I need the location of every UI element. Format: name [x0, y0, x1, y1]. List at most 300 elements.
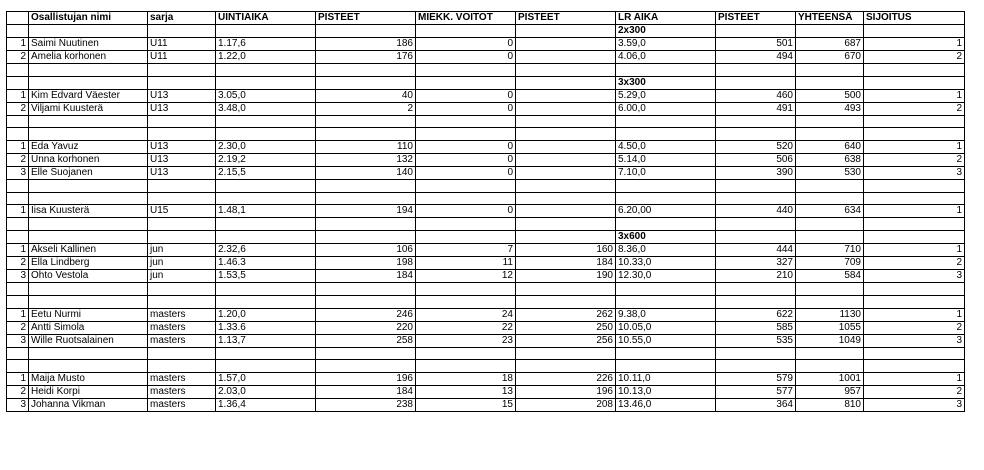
cell-series: U13	[148, 141, 216, 154]
cell-fencing-points: 250	[516, 321, 616, 334]
cell-fencing-wins: 0	[416, 141, 516, 154]
cell-ranking: 2	[864, 154, 965, 167]
table-row	[7, 154, 965, 167]
cell-series: jun	[148, 257, 216, 270]
cell-fencing-points: 196	[516, 385, 616, 398]
cell-swim-points: 196	[316, 372, 416, 385]
cell-total: 634	[796, 205, 864, 218]
cell-ranking: 2	[864, 385, 965, 398]
cell-name: Iisa Kuusterä	[29, 205, 148, 218]
cell-series: U13	[148, 167, 216, 180]
cell-lr-time	[616, 128, 716, 141]
cell-lr-time: 8.36,0	[616, 244, 716, 257]
blank-row	[7, 295, 965, 308]
cell-ranking	[864, 360, 965, 373]
cell-place	[7, 128, 29, 141]
cell-ranking: 1	[864, 244, 965, 257]
cell-fencing-wins: 24	[416, 308, 516, 321]
cell-place	[7, 218, 29, 231]
cell-swim-time: 1.36,4	[216, 398, 316, 411]
cell-place: 2	[7, 385, 29, 398]
cell-fencing-points	[516, 102, 616, 115]
cell-lr-time	[616, 192, 716, 205]
cell-swim-points	[316, 283, 416, 296]
cell-lr-time: 10.55,0	[616, 334, 716, 347]
cell-series: masters	[148, 308, 216, 321]
cell-fencing-points	[516, 167, 616, 180]
cell-lr-points	[716, 25, 796, 38]
cell-fencing-points: 184	[516, 257, 616, 270]
cell-fencing-wins	[416, 25, 516, 38]
cell-swim-time	[216, 360, 316, 373]
cell-swim-points: 238	[316, 398, 416, 411]
cell-total: 1130	[796, 308, 864, 321]
header-swim-time: UINTIAIKA	[216, 12, 316, 25]
cell-place: 1	[7, 308, 29, 321]
cell-swim-time: 1.20,0	[216, 308, 316, 321]
cell-fencing-points	[516, 89, 616, 102]
cell-swim-points: 194	[316, 205, 416, 218]
cell-ranking	[864, 128, 965, 141]
table-row	[7, 270, 965, 283]
cell-swim-time	[216, 231, 316, 244]
cell-name: Ohto Vestola	[29, 270, 148, 283]
cell-ranking	[864, 231, 965, 244]
cell-lr-points	[716, 64, 796, 77]
cell-total	[796, 192, 864, 205]
table-row	[7, 102, 965, 115]
header-total: YHTEENSÄ	[796, 12, 864, 25]
cell-place	[7, 192, 29, 205]
cell-ranking	[864, 115, 965, 128]
cell-lr-time: 13.46,0	[616, 398, 716, 411]
cell-series: masters	[148, 385, 216, 398]
cell-ranking	[864, 180, 965, 193]
table-row	[7, 321, 965, 334]
cell-name	[29, 360, 148, 373]
header-series: sarja	[148, 12, 216, 25]
cell-name	[29, 192, 148, 205]
cell-swim-time	[216, 128, 316, 141]
blank-row	[7, 283, 965, 296]
cell-fencing-wins: 18	[416, 372, 516, 385]
cell-fencing-points	[516, 347, 616, 360]
cell-swim-time: 2.30,0	[216, 141, 316, 154]
cell-name: Ella Lindberg	[29, 257, 148, 270]
header-lr-points: PISTEET	[716, 12, 796, 25]
cell-lr-points: 390	[716, 167, 796, 180]
cell-swim-time: 3.48,0	[216, 102, 316, 115]
cell-swim-points: 2	[316, 102, 416, 115]
blank-row	[7, 115, 965, 128]
blank-row	[7, 180, 965, 193]
cell-swim-points: 246	[316, 308, 416, 321]
cell-name: Kim Edvard Väester	[29, 89, 148, 102]
cell-ranking: 3	[864, 167, 965, 180]
table-row	[7, 167, 965, 180]
cell-lr-points: 327	[716, 257, 796, 270]
cell-swim-points	[316, 128, 416, 141]
cell-lr-points: 501	[716, 38, 796, 51]
cell-swim-points: 106	[316, 244, 416, 257]
cell-lr-time: 9.38,0	[616, 308, 716, 321]
cell-name: Maija Musto	[29, 372, 148, 385]
cell-fencing-points	[516, 192, 616, 205]
cell-name	[29, 64, 148, 77]
cell-swim-points	[316, 76, 416, 89]
header-place	[7, 12, 29, 25]
cell-fencing-points	[516, 76, 616, 89]
cell-lr-points	[716, 180, 796, 193]
cell-lr-time: 10.13,0	[616, 385, 716, 398]
section-label-row	[7, 231, 965, 244]
cell-series	[148, 115, 216, 128]
cell-swim-points: 198	[316, 257, 416, 270]
cell-ranking: 1	[864, 38, 965, 51]
cell-lr-points	[716, 295, 796, 308]
cell-place: 3	[7, 334, 29, 347]
cell-total	[796, 283, 864, 296]
cell-name	[29, 25, 148, 38]
cell-name: Wille Ruotsalainen	[29, 334, 148, 347]
cell-ranking: 2	[864, 102, 965, 115]
cell-name	[29, 347, 148, 360]
cell-fencing-points: 208	[516, 398, 616, 411]
cell-fencing-wins	[416, 360, 516, 373]
cell-fencing-points	[516, 360, 616, 373]
cell-ranking	[864, 283, 965, 296]
cell-fencing-wins: 0	[416, 51, 516, 64]
cell-lr-points: 364	[716, 398, 796, 411]
cell-swim-time	[216, 180, 316, 193]
cell-lr-time	[616, 347, 716, 360]
cell-lr-points: 444	[716, 244, 796, 257]
cell-lr-time	[616, 295, 716, 308]
cell-fencing-points	[516, 38, 616, 51]
cell-series: masters	[148, 321, 216, 334]
cell-series	[148, 295, 216, 308]
cell-series	[148, 231, 216, 244]
cell-series	[148, 180, 216, 193]
table-row	[7, 244, 965, 257]
cell-series: jun	[148, 244, 216, 257]
cell-lr-points: 491	[716, 102, 796, 115]
cell-lr-points	[716, 218, 796, 231]
cell-fencing-wins: 0	[416, 205, 516, 218]
distance-label: 3x600	[616, 231, 716, 244]
cell-swim-time	[216, 115, 316, 128]
cell-name: Amelia korhonen	[29, 51, 148, 64]
cell-swim-points	[316, 231, 416, 244]
cell-place	[7, 115, 29, 128]
cell-swim-time: 1.48,1	[216, 205, 316, 218]
cell-lr-points: 520	[716, 141, 796, 154]
cell-series	[148, 64, 216, 77]
cell-fencing-points: 190	[516, 270, 616, 283]
cell-name	[29, 115, 148, 128]
cell-swim-time	[216, 295, 316, 308]
cell-fencing-points	[516, 128, 616, 141]
cell-swim-time	[216, 347, 316, 360]
cell-ranking: 1	[864, 141, 965, 154]
cell-series: masters	[148, 398, 216, 411]
cell-total: 493	[796, 102, 864, 115]
cell-ranking: 3	[864, 270, 965, 283]
cell-total: 640	[796, 141, 864, 154]
cell-swim-time: 3.05,0	[216, 89, 316, 102]
cell-total: 687	[796, 38, 864, 51]
cell-swim-points: 40	[316, 89, 416, 102]
cell-fencing-wins: 0	[416, 38, 516, 51]
cell-fencing-wins: 0	[416, 89, 516, 102]
cell-swim-time: 1.57,0	[216, 372, 316, 385]
cell-swim-points	[316, 180, 416, 193]
cell-place: 1	[7, 205, 29, 218]
cell-ranking: 2	[864, 51, 965, 64]
cell-name: Viljami Kuusterä	[29, 102, 148, 115]
cell-name	[29, 231, 148, 244]
cell-swim-points: 184	[316, 385, 416, 398]
cell-swim-time	[216, 64, 316, 77]
cell-lr-points: 210	[716, 270, 796, 283]
cell-ranking: 1	[864, 205, 965, 218]
cell-swim-points: 140	[316, 167, 416, 180]
cell-swim-time: 1.46.3	[216, 257, 316, 270]
cell-lr-time: 10.33,0	[616, 257, 716, 270]
cell-lr-points	[716, 76, 796, 89]
cell-name	[29, 295, 148, 308]
cell-ranking: 1	[864, 89, 965, 102]
cell-name: Elle Suojanen	[29, 167, 148, 180]
cell-total: 957	[796, 385, 864, 398]
cell-total	[796, 76, 864, 89]
cell-swim-time: 2.32,6	[216, 244, 316, 257]
table-row	[7, 141, 965, 154]
cell-fencing-points	[516, 141, 616, 154]
cell-fencing-wins: 0	[416, 154, 516, 167]
cell-place	[7, 295, 29, 308]
cell-swim-points	[316, 347, 416, 360]
cell-series	[148, 128, 216, 141]
cell-total	[796, 25, 864, 38]
cell-fencing-wins: 11	[416, 257, 516, 270]
cell-total: 670	[796, 51, 864, 64]
cell-total	[796, 128, 864, 141]
cell-lr-time	[616, 218, 716, 231]
cell-total: 500	[796, 89, 864, 102]
cell-place: 2	[7, 154, 29, 167]
cell-fencing-wins: 12	[416, 270, 516, 283]
cell-fencing-wins: 0	[416, 102, 516, 115]
cell-fencing-wins: 15	[416, 398, 516, 411]
cell-place: 2	[7, 102, 29, 115]
cell-series: U11	[148, 51, 216, 64]
cell-swim-points	[316, 218, 416, 231]
cell-total	[796, 231, 864, 244]
cell-lr-time	[616, 360, 716, 373]
cell-swim-points: 176	[316, 51, 416, 64]
cell-total	[796, 64, 864, 77]
cell-lr-points: 579	[716, 372, 796, 385]
cell-fencing-points: 226	[516, 372, 616, 385]
cell-place: 1	[7, 372, 29, 385]
cell-series	[148, 360, 216, 373]
cell-place	[7, 231, 29, 244]
cell-ranking: 2	[864, 257, 965, 270]
cell-ranking	[864, 76, 965, 89]
cell-place	[7, 64, 29, 77]
cell-ranking	[864, 25, 965, 38]
cell-place	[7, 347, 29, 360]
cell-lr-time: 3.59,0	[616, 38, 716, 51]
cell-lr-points	[716, 360, 796, 373]
cell-place: 3	[7, 398, 29, 411]
cell-place	[7, 360, 29, 373]
cell-lr-points	[716, 231, 796, 244]
table-row	[7, 334, 965, 347]
section-label-row	[7, 76, 965, 89]
table-row	[7, 257, 965, 270]
cell-swim-time: 1.53,5	[216, 270, 316, 283]
cell-lr-time: 10.05,0	[616, 321, 716, 334]
cell-ranking	[864, 218, 965, 231]
cell-name: Heidi Korpi	[29, 385, 148, 398]
distance-label: 2x300	[616, 25, 716, 38]
blank-row	[7, 218, 965, 231]
cell-fencing-wins	[416, 128, 516, 141]
header-name: Osallistujan nimi	[29, 12, 148, 25]
cell-lr-time: 4.06,0	[616, 51, 716, 64]
cell-lr-time: 12.30,0	[616, 270, 716, 283]
cell-swim-time: 2.19,2	[216, 154, 316, 167]
cell-place	[7, 25, 29, 38]
cell-swim-points	[316, 360, 416, 373]
cell-lr-time: 5.14,0	[616, 154, 716, 167]
cell-lr-time	[616, 115, 716, 128]
cell-fencing-wins	[416, 347, 516, 360]
cell-swim-points	[316, 115, 416, 128]
cell-fencing-points: 256	[516, 334, 616, 347]
cell-swim-time	[216, 76, 316, 89]
cell-total: 1049	[796, 334, 864, 347]
cell-lr-points	[716, 347, 796, 360]
cell-swim-points: 132	[316, 154, 416, 167]
cell-swim-points: 184	[316, 270, 416, 283]
cell-total: 1001	[796, 372, 864, 385]
cell-name: Unna korhonen	[29, 154, 148, 167]
cell-series: masters	[148, 372, 216, 385]
cell-lr-time: 5.29,0	[616, 89, 716, 102]
cell-series: U13	[148, 154, 216, 167]
cell-fencing-wins	[416, 231, 516, 244]
cell-lr-time: 6.00,0	[616, 102, 716, 115]
header-swim-points: PISTEET	[316, 12, 416, 25]
cell-lr-time	[616, 180, 716, 193]
table-row	[7, 385, 965, 398]
cell-lr-points	[716, 115, 796, 128]
cell-ranking	[864, 192, 965, 205]
cell-fencing-points	[516, 25, 616, 38]
cell-fencing-wins: 22	[416, 321, 516, 334]
cell-swim-points	[316, 192, 416, 205]
cell-lr-points: 440	[716, 205, 796, 218]
table-row	[7, 38, 965, 51]
cell-swim-time: 1.22,0	[216, 51, 316, 64]
cell-total	[796, 360, 864, 373]
cell-swim-time: 1.33.6	[216, 321, 316, 334]
cell-ranking: 1	[864, 308, 965, 321]
header-ranking: SIJOITUS	[864, 12, 965, 25]
cell-series: masters	[148, 334, 216, 347]
cell-name	[29, 128, 148, 141]
cell-lr-points: 577	[716, 385, 796, 398]
cell-ranking	[864, 347, 965, 360]
cell-fencing-points	[516, 231, 616, 244]
cell-fencing-wins	[416, 295, 516, 308]
cell-fencing-wins: 23	[416, 334, 516, 347]
cell-place	[7, 76, 29, 89]
cell-swim-points	[316, 64, 416, 77]
cell-fencing-wins: 13	[416, 385, 516, 398]
cell-lr-time	[616, 64, 716, 77]
blank-row	[7, 360, 965, 373]
cell-total	[796, 115, 864, 128]
cell-place: 1	[7, 89, 29, 102]
cell-place: 1	[7, 141, 29, 154]
cell-total	[796, 347, 864, 360]
cell-lr-points: 535	[716, 334, 796, 347]
cell-total: 709	[796, 257, 864, 270]
cell-swim-time	[216, 218, 316, 231]
distance-label: 3x300	[616, 76, 716, 89]
cell-place: 2	[7, 51, 29, 64]
cell-total: 530	[796, 167, 864, 180]
cell-fencing-points	[516, 64, 616, 77]
cell-place: 3	[7, 270, 29, 283]
cell-lr-points	[716, 192, 796, 205]
cell-swim-time	[216, 25, 316, 38]
cell-total: 710	[796, 244, 864, 257]
table-row	[7, 89, 965, 102]
cell-swim-time: 2.03,0	[216, 385, 316, 398]
cell-fencing-points: 160	[516, 244, 616, 257]
cell-swim-time	[216, 283, 316, 296]
cell-total: 810	[796, 398, 864, 411]
cell-lr-time: 7.10,0	[616, 167, 716, 180]
cell-lr-time: 4.50,0	[616, 141, 716, 154]
cell-series	[148, 283, 216, 296]
cell-series: U13	[148, 102, 216, 115]
cell-swim-time: 2.15,5	[216, 167, 316, 180]
cell-lr-time	[616, 283, 716, 296]
cell-fencing-wins	[416, 180, 516, 193]
cell-place	[7, 283, 29, 296]
cell-fencing-points	[516, 205, 616, 218]
cell-name: Saimi Nuutinen	[29, 38, 148, 51]
table-row	[7, 51, 965, 64]
header-row	[7, 12, 965, 25]
cell-ranking	[864, 64, 965, 77]
cell-ranking: 3	[864, 334, 965, 347]
cell-name: Antti Simola	[29, 321, 148, 334]
cell-fencing-points	[516, 283, 616, 296]
cell-name: Akseli Kallinen	[29, 244, 148, 257]
cell-series: U13	[148, 89, 216, 102]
cell-ranking	[864, 295, 965, 308]
cell-lr-points	[716, 283, 796, 296]
cell-swim-points	[316, 25, 416, 38]
cell-lr-points: 585	[716, 321, 796, 334]
